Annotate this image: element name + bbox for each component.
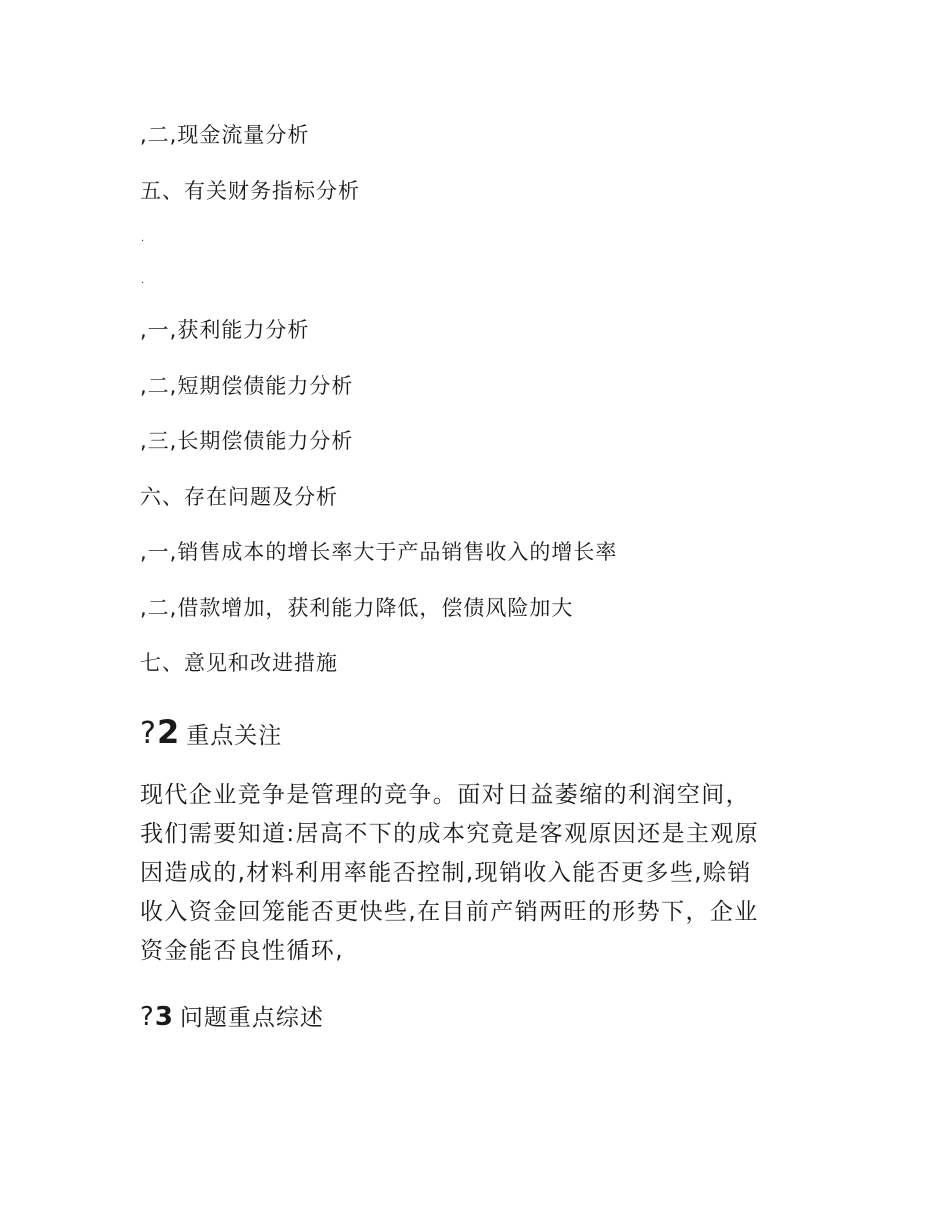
focus-paragraph [140,776,820,971]
outline-item-borrowing-increase: ,二,借款增加，获利能力降低，偿债风险加大 [140,596,574,620]
outline-section-six: 六、存在问题及分析 [140,485,338,509]
heading-number: 3 [154,1002,174,1032]
paragraph-line: 资金能否良性循环, [140,938,344,964]
paragraph-line: 我们需要知道:居高不下的成本究竟是客观原因还是主观原 [140,821,760,847]
outline-item-cost-growth: ,一,销售成本的增长率大于产品销售收入的增长率 [140,540,618,564]
outline-item-profitability: ,一,获利能力分析 [140,318,310,342]
outline-item-short-term-solvency: ,二,短期偿债能力分析 [140,374,354,398]
heading-title: 重点关注 [186,723,283,749]
outline-item-cash-flow: ,二,现金流量分析 [140,123,310,147]
outline-section-five: 五、有关财务指标分析 [140,179,360,203]
heading-marker: ? [140,1002,155,1032]
paragraph-line: 收入资金回笼能否更快些,在目前产销两旺的形势下，企业 [140,899,759,925]
paragraph-line: 现代企业竞争是管理的竞争。面对日益萎缩的利润空间， [140,782,750,808]
heading-number: 2 [156,713,181,751]
outline-section-seven: 七、意见和改进措施 [140,651,338,675]
paragraph-line: 因造成的,材料利用率能否控制,现销收入能否更多些,赊销 [140,860,752,886]
heading-title: 问题重点综述 [179,1005,324,1031]
stray-dot: . [141,275,145,286]
heading-marker: ? [140,716,157,751]
stray-dot: . [141,233,145,244]
section-3-heading [140,1000,324,1035]
section-2-heading [140,712,282,756]
outline-item-long-term-solvency: ,三,长期偿债能力分析 [140,429,354,453]
